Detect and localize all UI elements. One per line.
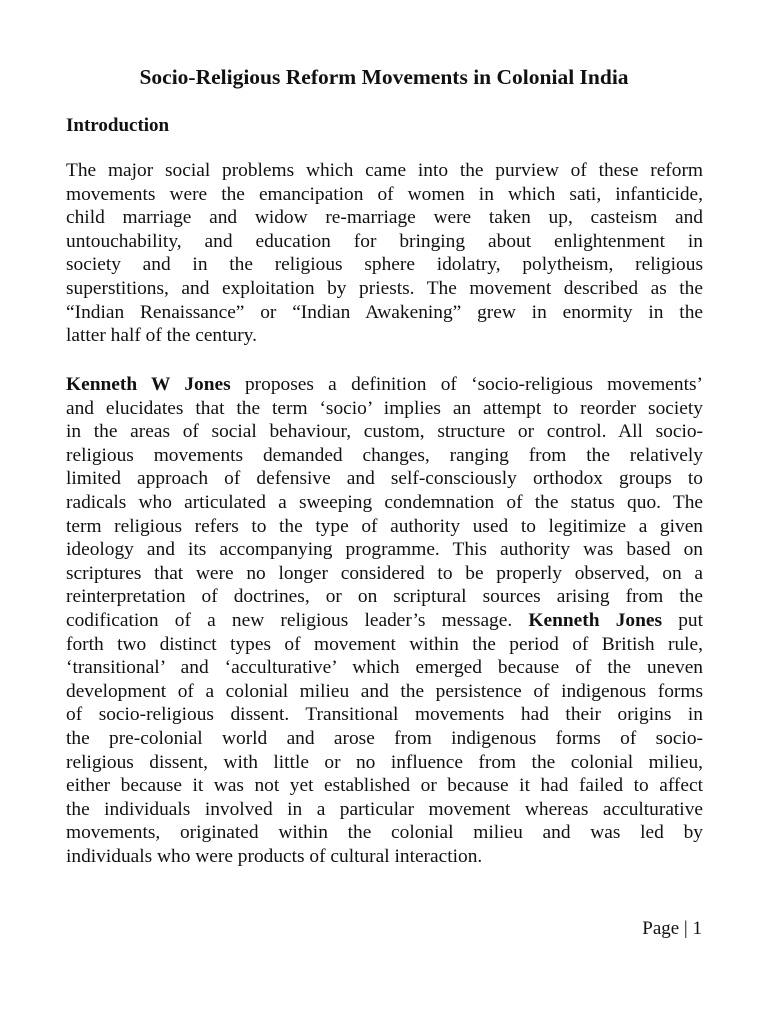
- paragraph-line: The major social problems which came into the purview of these reform: [66, 160, 703, 181]
- paragraph-line: radicals who articulated a sweeping condemnation of the status quo. The: [66, 491, 703, 513]
- paragraph-line: either because it was not yet established or because it had failed to affect: [66, 775, 703, 797]
- paragraph-line: “Indian Renaissance” or “Indian Awakening” grew in enormity in the: [66, 301, 703, 323]
- paragraph-line: development of a colonial milieu and the persistence of indigenous forms: [66, 680, 703, 702]
- paragraph-line: ideology and its accompanying programme. This authority was based on: [66, 539, 703, 561]
- paragraph-kenneth-jones: [66, 373, 703, 868]
- paragraph-line: reinterpretation of doctrines, or on scriptural sources arising from the: [66, 586, 703, 608]
- paragraph-line: and elucidates that the term ‘socio’ implies an attempt to reorder society: [66, 397, 703, 419]
- paragraph-line: of socio-religious dissent. Transitional movements had their origins in: [66, 704, 703, 726]
- paragraph-line: movements, originated within the colonial milieu and was led by: [66, 822, 703, 844]
- paragraph-line-text: put: [662, 609, 703, 631]
- paragraph-line: individuals who were products of cultural interaction.: [66, 845, 483, 867]
- paragraph-line: in the areas of social behaviour, custom, structure or control. All socio-: [66, 421, 703, 443]
- paragraph-line: the individuals involved in a particular movement whereas acculturative: [66, 798, 703, 820]
- paragraph-line-text: proposes a definition of ‘socio-religious movements’: [230, 374, 703, 395]
- paragraph-line: religious dissent, with little or no influence from the colonial milieu,: [66, 751, 703, 773]
- paragraph-line: ‘transitional’ and ‘acculturative’ which emerged because of the uneven: [66, 657, 703, 679]
- author-name-bold: Kenneth W Jones: [66, 374, 231, 395]
- paragraph-line: society and in the religious sphere idolatry, polytheism, religious: [66, 254, 703, 276]
- page-number-footer: Page | 1: [642, 918, 702, 939]
- paragraph-line: limited approach of defensive and self-consciously orthodox groups to: [66, 468, 703, 490]
- paragraph-line: the pre-colonial world and arose from indigenous forms of socio-: [66, 727, 703, 749]
- document-title: Socio-Religious Reform Movements in Colonial India: [139, 65, 629, 89]
- author-name-bold: Kenneth Jones: [528, 609, 663, 631]
- paragraph-line: [66, 609, 703, 633]
- paragraph-line: superstitions, and exploitation by priests. The movement described as the: [66, 277, 703, 299]
- section-heading-introduction: Introduction: [66, 115, 170, 136]
- paragraph-line: latter half of the century.: [66, 325, 257, 347]
- paragraph-line-text: codification of a new religious leader’s message.: [66, 609, 529, 631]
- paragraph-line: movements were the emancipation of women in which sati, infanticide,: [66, 183, 703, 205]
- paragraph-line: religious movements demanded changes, ranging from the relatively: [66, 444, 703, 466]
- paragraph-line: untouchability, and education for bringing about enlightenment in: [66, 230, 703, 252]
- paragraph-line: [66, 373, 703, 397]
- paragraph-line: child marriage and widow re-marriage were taken up, casteism and: [66, 207, 703, 229]
- paragraph-line: scriptures that were no longer considered to be properly observed, on a: [66, 562, 703, 584]
- paragraph-line: forth two distinct types of movement within the period of British rule,: [66, 633, 703, 655]
- paragraph-line: term religious refers to the type of authority used to legitimize a given: [66, 515, 703, 537]
- paragraph-introduction: [66, 159, 703, 348]
